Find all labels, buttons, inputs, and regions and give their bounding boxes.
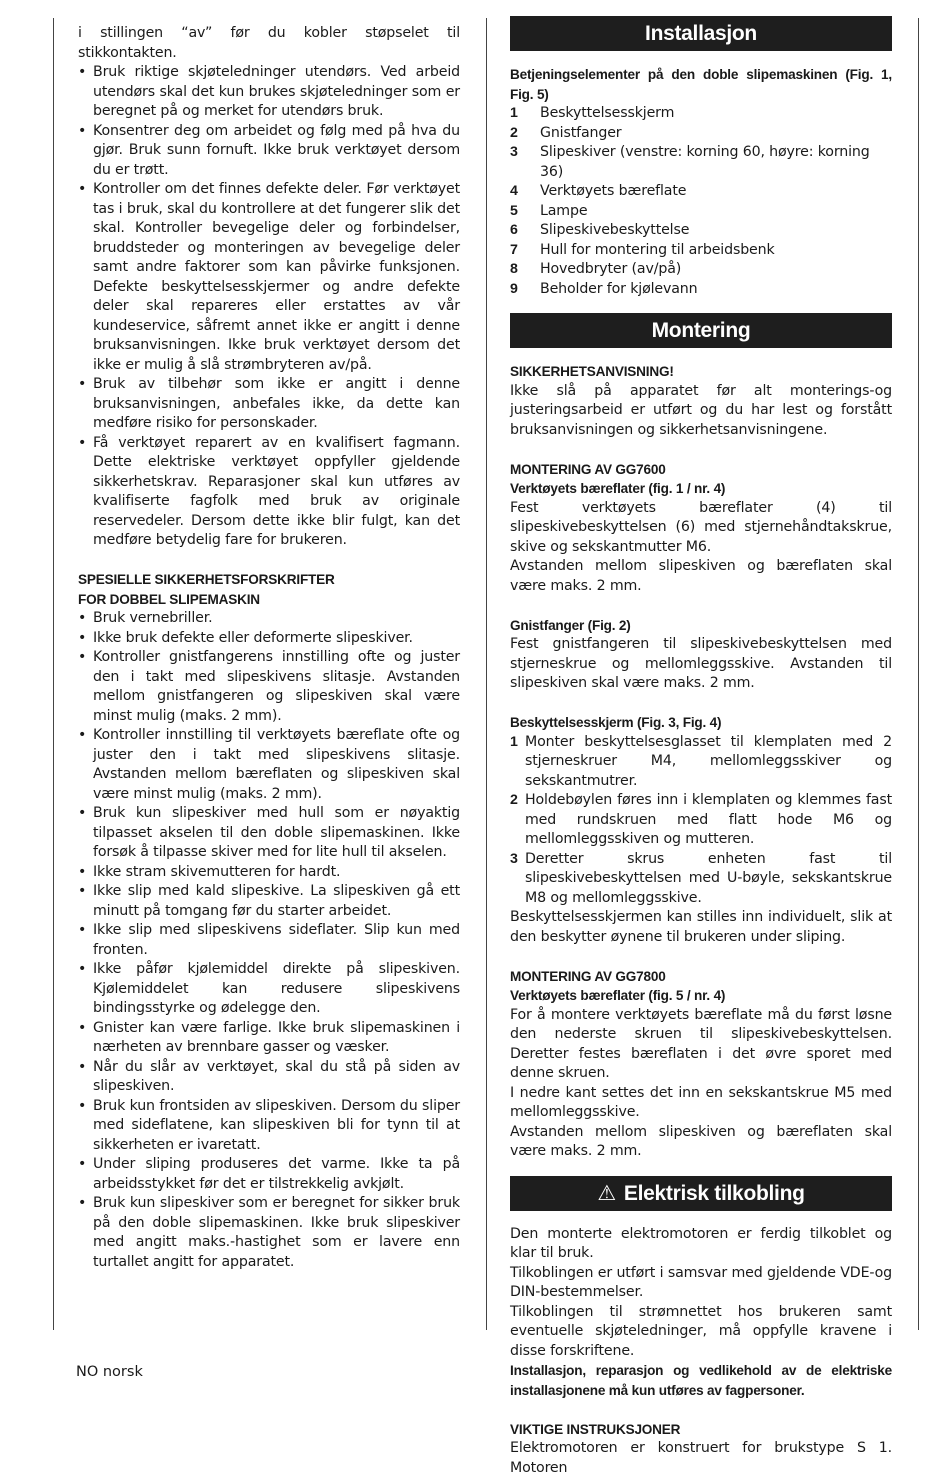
- list-item: • Ikke bruk defekte eller deformerte slipeskiver.: [78, 629, 460, 649]
- left-column: [78, 24, 460, 1272]
- elektrisk-text-3: Tilkoblingen til strømnettet hos brukeren samt eventuelle skjøteledninger, må oppfylle kravene i disse forskriftene.: [510, 1303, 892, 1359]
- step-text: Deretter skrus enheten fast til slipeskivebeskyttelsen med U-bøyle, sekskantskrue M8 og mellomleggsskive.: [525, 850, 892, 906]
- item-text: Slipeskivebeskyttelse: [540, 222, 690, 238]
- gg7800-subheading: Verktøyets bæreflater (fig. 5 / nr. 4): [510, 988, 726, 1003]
- section-heading-line2: FOR DOBBEL SLIPEMASKIN: [78, 591, 260, 607]
- item-number: 6: [510, 222, 518, 238]
- elektrisk-bold-text: Installasjon, reparasjon og vedlikehold av de elektriske installasjonene må kun utføres av fagpersoner.: [510, 1363, 892, 1398]
- list-item: • Kontroller om det finnes defekte deler. Før verktøyet tas i bruk, skal du kontrollere at det fungerer slik det skal. Kontroller bevegelige deler og forbindelser, bruddsteder og monteringen av bevegelige deler samt andre faktorer som kan påvirke funksjonen. Defekte beskyttelsesskjermer og andre defekte deler skal repareres eller erstattes av vår kundeservice, såfremt annet ikke er angitt i denne bruksanvisningen. Ikke bruk verktøyet dersom det ikke er mulig å slå strømbryteren av/på.: [78, 180, 460, 375]
- gg7600-distance-text: Avstanden mellom slipeskiven og bæreflaten skal være maks. 2 mm.: [510, 558, 892, 594]
- list-item: [510, 241, 892, 261]
- list-item: • Ikke påfør kjølemiddel direkte på slipeskiven. Kjølemiddelet kan redusere slipeskivens bindingsstyrke og ødelegge den.: [78, 960, 460, 1019]
- controls-subheading: Betjeningselementer på den doble slipemaskinen (Fig. 1, Fig. 5): [510, 67, 892, 102]
- list-item: • Få verktøyet reparert av en kvalifisert fagmann. Dette elektriske verktøyet oppfyller gjeldende sikkerhetskrav. Reparasjoner skal kun utføres av kvalifiserte fagfolk med bruk av originale reservedeler. Dersom dette ikke blir fulgt, kan det medføre betydelig fare for brukeren.: [78, 434, 460, 551]
- list-item: • Ikke slip med kald slipeskive. La slipeskiven gå ett minutt på tomgang før du starter arbeidet.: [78, 882, 460, 921]
- list-item: • Konsentrer deg om arbeidet og følg med på hva du gjør. Bruk sunn fornuft. Ikke bruk verktøyet dersom du er trøtt.: [78, 122, 460, 181]
- list-item: • Bruk kun frontsiden av slipeskiven. Dersom du sliper med sideflatene, kan slipeskiven bli for tynn til at sikkerheten er ivaretatt.: [78, 1097, 460, 1156]
- list-item: • Ikke stram skivemutteren for hardt.: [78, 863, 460, 883]
- list-item: • Bruk kun slipeskiver som er beregnet for sikker bruk på den doble slipemaskinen. Ikke bruk slipeskiver med angitt maks.-hastighet som er lavere enn turtallet angitt for apparatet.: [78, 1194, 460, 1272]
- list-item: • Bruk riktige skjøteledninger utendørs. Ved arbeid utendørs skal det kun brukes skjøteledninger som er beregnet på og merket for utendørs bruk.: [78, 63, 460, 122]
- right-column: [510, 16, 892, 1478]
- section-heading: SPESIELLE SIKKERHETSFORSKRIFTER: [78, 572, 335, 587]
- step-text: Monter beskyttelsesglasset til klemplaten med 2 stjerneskruer M4, mellomleggsskiver og sekskantmutrer.: [525, 733, 892, 789]
- list-item: [510, 791, 892, 850]
- general-safety-list: [78, 63, 460, 551]
- item-number: 8: [510, 261, 518, 277]
- gnistfanger-text: Fest gnistfangeren til slipeskivebeskyttelsen med stjerneskrue og mellomleggsskive. Avstanden til slipeskiven skal være maks. 2 mm.: [510, 636, 892, 691]
- page-footer: NO norsk: [76, 1364, 143, 1380]
- skjerm-heading: Beskyttelsesskjerm (Fig. 3, Fig. 4): [510, 715, 722, 730]
- item-text: Beholder for kjølevann: [540, 280, 698, 297]
- item-number: 1: [510, 105, 518, 121]
- safety-text: Ikke slå på apparatet før alt monterings-og justeringsarbeid er utført og du har lest og forstått bruksanvisningen og sikkerhetsanvisningene.: [510, 382, 892, 438]
- list-item: [510, 124, 892, 144]
- list-item: [510, 260, 892, 280]
- list-item: [510, 202, 892, 222]
- warning-icon: ⚠: [597, 1181, 616, 1205]
- list-item: [510, 104, 892, 124]
- gg7600-subheading: Verktøyets bæreflater (fig. 1 / nr. 4): [510, 481, 726, 496]
- list-item: [510, 182, 892, 202]
- item-text: Slipeskiver (venstre: korning 60, høyre: korning 36): [540, 144, 870, 180]
- list-item: • Gnister kan være farlige. Ikke bruk slipemaskinen i nærheten av brennbare gasser og væsker.: [78, 1019, 460, 1058]
- gg7800-text: For å montere verktøyets bæreflate må du først løsne den nederste skruen til slipeskivebeskyttelsen. Deretter festes bæreflaten i det øvre sporet med denne skruen.: [510, 1006, 892, 1081]
- list-item: • Kontroller innstilling til verktøyets bæreflate ofte og juster den i takt med slipeskivens slitasje. Avstanden mellom bæreflaten og slipeskiven skal være minst mulig (maks. 2 mm).: [78, 726, 460, 804]
- skjerm-steps: [510, 733, 892, 909]
- step-text: Holdebøylen føres inn i klemplaten og klemmes fast med rundskruen med flatt hode M6 og mellomleggsskiven og mutteren.: [525, 792, 892, 847]
- list-item: • Bruk vernebriller.: [78, 609, 460, 629]
- column-rule-right: [918, 18, 919, 1330]
- item-text: Hovedbryter (av/på): [540, 261, 682, 277]
- item-number: 5: [510, 202, 518, 219]
- safety-heading: SIKKERHETSANVISNING!: [510, 364, 674, 379]
- gg7600-text: Fest verktøyets bæreflater (4) til slipeskivebeskyttelsen (6) med stjernehåndtakskrue, skive og sekskantmutter M6.: [510, 499, 892, 555]
- list-item: [510, 280, 892, 300]
- viktige-text: Elektromotoren er konstruert for brukstype S 1. Motoren: [510, 1440, 892, 1476]
- list-item: • Når du slår av verktøyet, skal du stå på siden av slipeskiven.: [78, 1058, 460, 1097]
- banner-installasjon: Installasjon: [510, 16, 892, 51]
- column-rule-left: [53, 18, 54, 1330]
- item-number: 7: [510, 241, 518, 258]
- item-text: Gnistfanger: [540, 124, 622, 141]
- gg7800-text-2: I nedre kant settes det inn en sekskantskrue M5 med mellomleggsskive.: [510, 1084, 892, 1120]
- skjerm-text: Beskyttelsesskjermen kan stilles inn individuelt, slik at den beskytter øynene til brukeren under sliping.: [510, 909, 892, 945]
- list-item: [510, 733, 892, 792]
- gg7800-heading: MONTERING AV GG7800: [510, 968, 666, 984]
- elektrisk-text-2: Tilkoblingen er utført i samsvar med gjeldende VDE-og DIN-bestemmelser.: [510, 1264, 892, 1300]
- step-number: 3: [510, 850, 518, 867]
- column-rule-middle: [486, 18, 487, 1330]
- step-number: 1: [510, 733, 518, 750]
- viktige-heading: VIKTIGE INSTRUKSJONER: [510, 1421, 681, 1437]
- list-item: • Kontroller gnistfangerens innstilling ofte og juster den i takt med slipeskivens slitasje. Avstanden mellom gnistfangeren og slipeskiven skal være minst mulig (maks. 2 mm).: [78, 648, 460, 726]
- item-text: Hull for montering til arbeidsbenk: [540, 241, 775, 258]
- intro-paragraph: i stillingen “av” før du kobler støpselet til stikkontakten.: [78, 25, 460, 61]
- banner-montering: Montering: [510, 313, 892, 348]
- item-text: Lampe: [540, 202, 588, 219]
- item-number: 2: [510, 124, 518, 141]
- elektrisk-text: Den monterte elektromotoren er ferdig tilkoblet og klar til bruk.: [510, 1225, 892, 1261]
- item-number: 4: [510, 183, 518, 199]
- list-item: • Under sliping produseres det varme. Ikke ta på arbeidsstykket før det er tilstrekkelig avkjølt.: [78, 1155, 460, 1194]
- grinder-safety-list: [78, 609, 460, 1272]
- list-item: • Bruk av tilbehør som ikke er angitt i denne bruksanvisningen, anbefales ikke, da dette kan medføre risiko for personskader.: [78, 375, 460, 434]
- banner-elektrisk-tilkobling: [510, 1176, 892, 1211]
- banner-title: Elektrisk tilkobling: [623, 1181, 805, 1205]
- gg7600-heading: MONTERING AV GG7600: [510, 461, 666, 477]
- item-text: Verktøyets bæreflate: [540, 183, 687, 199]
- step-number: 2: [510, 792, 518, 808]
- list-item: • Bruk kun slipeskiver med hull som er nøyaktig tilpasset akselen til den doble slipemaskinen. Ikke forsøk å tilpasse skiver med for lite hull til akselen.: [78, 804, 460, 863]
- item-number: 3: [510, 144, 518, 160]
- controls-list: [510, 104, 892, 299]
- item-text: Beskyttelsesskjerm: [540, 105, 675, 121]
- gnistfanger-heading: Gnistfanger (Fig. 2): [510, 617, 631, 633]
- gg7800-distance-text: Avstanden mellom slipeskiven og bæreflaten skal være maks. 2 mm.: [510, 1123, 892, 1159]
- list-item: [510, 143, 892, 182]
- list-item: [510, 850, 892, 909]
- list-item: [510, 221, 892, 241]
- item-number: 9: [510, 280, 518, 297]
- list-item: • Ikke slip med slipeskivens sideflater. Slip kun med fronten.: [78, 921, 460, 960]
